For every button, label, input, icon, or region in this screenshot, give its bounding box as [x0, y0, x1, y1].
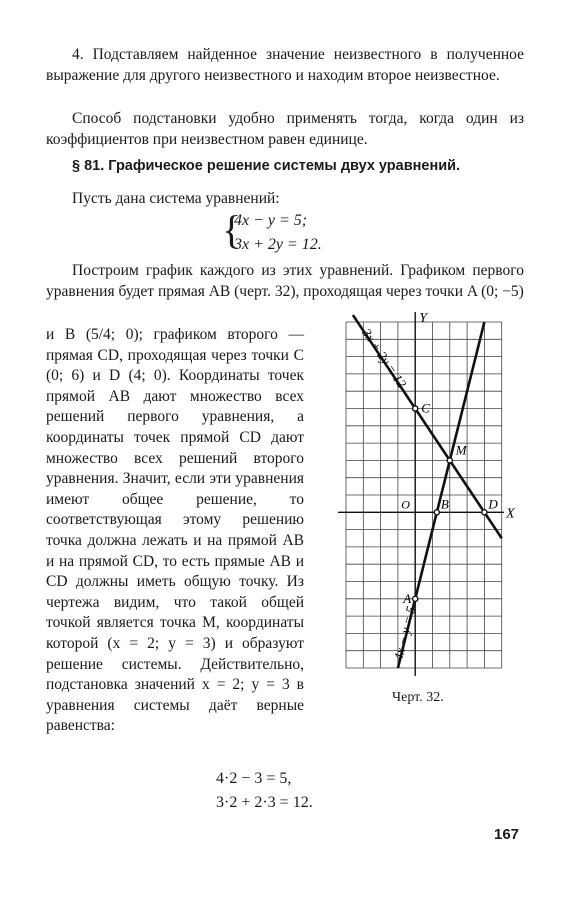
point-b — [434, 510, 439, 515]
figure-32-graph — [336, 310, 516, 680]
section-heading: § 81. Графическое решение системы двух уравнений. — [72, 158, 461, 174]
equation-1: 4x − y = 5; — [234, 212, 308, 229]
page-number: 167 — [494, 826, 520, 843]
grid — [346, 322, 502, 668]
paragraph-step-4: 4. Подставляем найденное значение неизвестного в полученное выражение для другого неизвестного и находим второе неизвестное. — [46, 46, 524, 84]
line-ab-label: 4x − y = 5 — [390, 604, 419, 662]
paragraph-explanation: и B (5/4; 0); графиком второго — прямая CD, проходящая через точки C (0; 6) и D (4; 0). Координаты точек прямой AB дают множество всех решений первого уравнения, а координаты точек прямой CD дают множество всех решений второго уравнения. Значит, если эти уравнения имеют общее решение, то соответствующая этому решению точка должна лежать и на прямой AB и на прямой CD, то есть прямые AB и CD должны иметь общую точку. Из чертежа видим, что такой общей точкой является точка M, координаты которой (x = 2; y = 3) и образуют решение системы. Действительно, подстановка значений x = 2; y = 3 в уравнения системы даёт верные равенства: — [46, 326, 304, 735]
point-d — [482, 510, 487, 515]
equation-2: 3x + 2y = 12. — [234, 236, 322, 253]
axes — [338, 311, 515, 676]
point-label-b: B — [440, 496, 449, 512]
point-label-d: D — [488, 496, 498, 512]
point-c — [413, 406, 418, 411]
figure-caption: Черт. 32. — [392, 690, 444, 705]
x-axis-label: X — [506, 506, 515, 522]
point-label-a: A — [403, 590, 412, 606]
graph-points — [402, 401, 498, 606]
graph-lines — [353, 315, 502, 668]
origin-label: O — [401, 497, 410, 512]
point-label-c: C — [421, 400, 430, 416]
paragraph-construction: Построим график каждого из этих уравнений. Графиком первого уравнения будет прямая AB (черт. 32), проходящая через точки A (0; −5) — [46, 262, 524, 300]
point-a — [413, 596, 418, 601]
y-axis-label: Y — [419, 311, 427, 326]
paragraph-substitution-method: Способ подстановки удобно применять тогда, когда один из коэффициентов при неизвестном равен единице. — [46, 110, 524, 148]
verification-line-2: 3·2 + 2·3 = 12. — [216, 794, 313, 811]
line-cd-label: 3x + 2y = 12 — [359, 325, 410, 391]
verification-line-1: 4·2 − 3 = 5, — [216, 770, 292, 787]
system-brace: { — [222, 207, 242, 252]
point-label-m: M — [455, 442, 467, 458]
system-intro: Пусть дана система уравнений: — [72, 190, 280, 207]
point-m — [447, 458, 452, 463]
